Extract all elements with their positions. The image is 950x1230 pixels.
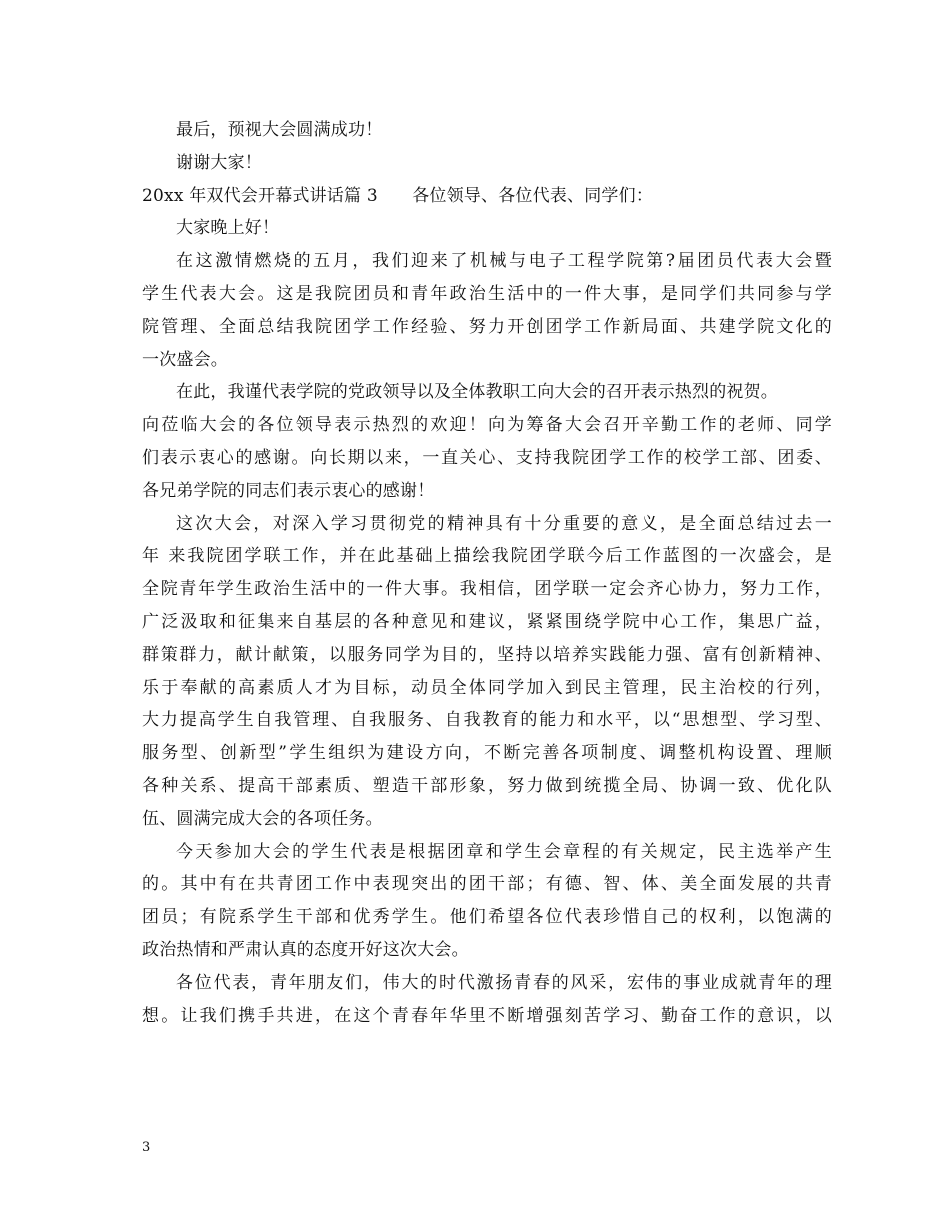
text-line: 这次大会，对深入学习贯彻党的精神具有十分重要的意义，是全面总结过去一: [176, 514, 835, 534]
text-line: 团员；有院系学生干部和优秀学生。他们希望各位代表珍惜自己的权利，以饱满的: [142, 907, 835, 927]
text-line: 年 来我院团学联工作，并在此基础上描绘我院团学联今后工作蓝图的一次盛会，是: [142, 546, 834, 566]
text-line: 伍、圆满完成大会的各项任务。: [142, 809, 383, 829]
text-line: 各兄弟学院的同志们表示衷心的感谢！: [142, 481, 435, 501]
text-line: 学生代表大会。这是我院团员和青年政治生活中的一件大事，是同学们共同参与学: [142, 284, 835, 304]
text-line: 最后，预视大会圆满成功！: [176, 120, 383, 140]
text-line: 在此，我谨代表学院的党政领导以及全体教职工向大会的召开表示热烈的祝贺。: [176, 382, 778, 402]
text-line: 今天参加大会的学生代表是根据团章和学生会章程的有关规定，民主选举产生: [176, 842, 835, 862]
text-line: 全院青年学生政治生活中的一件大事。我相信，团学联一定会齐心协力，努力工作，: [142, 579, 834, 599]
text-line: 们表示衷心的感谢。向长期以来，一直关心、支持我院团学工作的校学工部、团委、: [142, 448, 834, 468]
text-line: 各种关系、提高干部素质、塑造干部形象，努力做到统揽全局、协调一致、优化队: [142, 776, 835, 796]
text-line: 乐于奉献的高素质人才为目标，动员全体同学加入到民主管理，民主治校的行列，: [142, 678, 835, 698]
text-line: 广泛汲取和征集来自基层的各种意见和建议，紧紧围绕学院中心工作，集思广益，: [142, 612, 835, 632]
text-line: 各位代表，青年朋友们，伟大的时代激扬青春的风采，宏伟的事业成就青年的理: [176, 973, 834, 993]
text-line: 院管理、全面总结我院团学工作经验、努力开创团学工作新局面、共建学院文化的: [142, 317, 835, 337]
text-line: 政治热情和严肃认真的态度开好这次大会。: [142, 940, 469, 960]
text-line: 大家晚上好！: [176, 218, 280, 238]
text-line: 一次盛会。: [142, 350, 228, 370]
text-line: 向莅临大会的各位领导表示热烈的欢迎！向为筹备大会召开辛勤工作的老师、同学: [142, 415, 835, 435]
text-line: 大力提高学生自我管理、自我服务、自我教育的能力和水平，以“思想型、学习型、: [142, 710, 834, 730]
page-number: 3: [142, 1140, 151, 1155]
text-line: 群策群力，献计献策，以服务同学为目的，坚持以培养实践能力强、富有创新精神、: [142, 645, 834, 665]
text-line: 20xx 年双代会开幕式讲话篇 3 各位领导、各位代表、同学们：: [142, 186, 654, 206]
text-line: 在这激情燃烧的五月，我们迎来了机械与电子工程学院第?届团员代表大会暨: [176, 251, 835, 271]
text-line: 想。让我们携手共进，在这个青春年华里不断增强刻苦学习、勤奋工作的意识，以: [142, 1006, 835, 1026]
text-line: 的。其中有在共青团工作中表现突出的团干部；有德、智、体、美全面发展的共青: [142, 874, 835, 894]
text-line: 服务型、创新型”学生组织为建设方向，不断完善各项制度、调整机构设置、理顺: [142, 743, 835, 763]
text-line: 谢谢大家！: [176, 153, 262, 173]
